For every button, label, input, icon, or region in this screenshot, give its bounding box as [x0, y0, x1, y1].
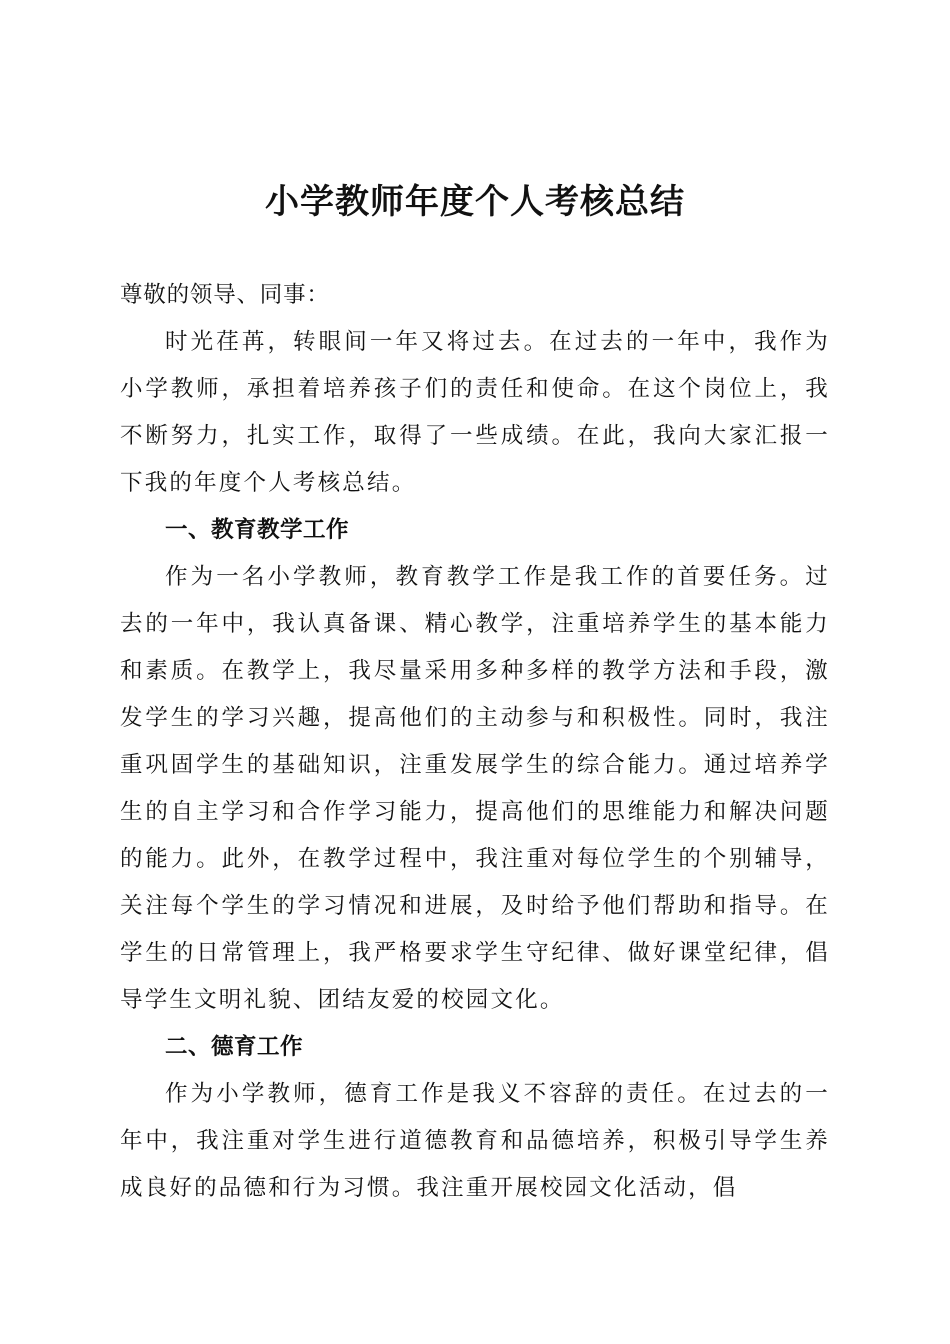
- document-title: 小学教师年度个人考核总结: [265, 182, 685, 222]
- section-body-teaching: 作为一名小学教师，教育教学工作是我工作的首要任务。过去的一年中，我认真备课、精心教学，注重培养学生的基本能力和素质。在教学上，我尽量采用多种多样的教学方法和手段，激发学生的学习兴趣，提高他们的主动参与和积极性。同时，我注重巩固学生的基础知识，注重发展学生的综合能力。通过培养学生的自主学习和合作学习能力，提高他们的思维能力和解决问题的能力。此外，在教学过程中，我注重对每位学生的个别辅导，关注每个学生的学习情况和进展，及时给予他们帮助和指导。在学生的日常管理上，我严格要求学生守纪律、做好课堂纪律，倡导学生文明礼貌、团结友爱的校园文化。: [120, 564, 830, 1013]
- section-heading-moral: 二、德育工作: [165, 1034, 304, 1060]
- section-body-moral: 作为小学教师，德育工作是我义不容辞的责任。在过去的一年中，我注重对学生进行道德教育和品德培养，积极引导学生养成良好的品德和行为习惯。我注重开展校园文化活动，倡: [120, 1081, 830, 1201]
- document-body: [120, 272, 830, 1212]
- salutation: 尊敬的领导、同事：: [120, 282, 330, 308]
- intro-paragraph: 时光荏苒，转眼间一年又将过去。在过去的一年中，我作为小学教师，承担着培养孩子们的责任和使命。在这个岗位上，我不断努力，扎实工作，取得了一些成绩。在此，我向大家汇报一下我的年度个人考核总结。: [120, 329, 830, 496]
- section-heading-teaching: 一、教育教学工作: [165, 517, 350, 543]
